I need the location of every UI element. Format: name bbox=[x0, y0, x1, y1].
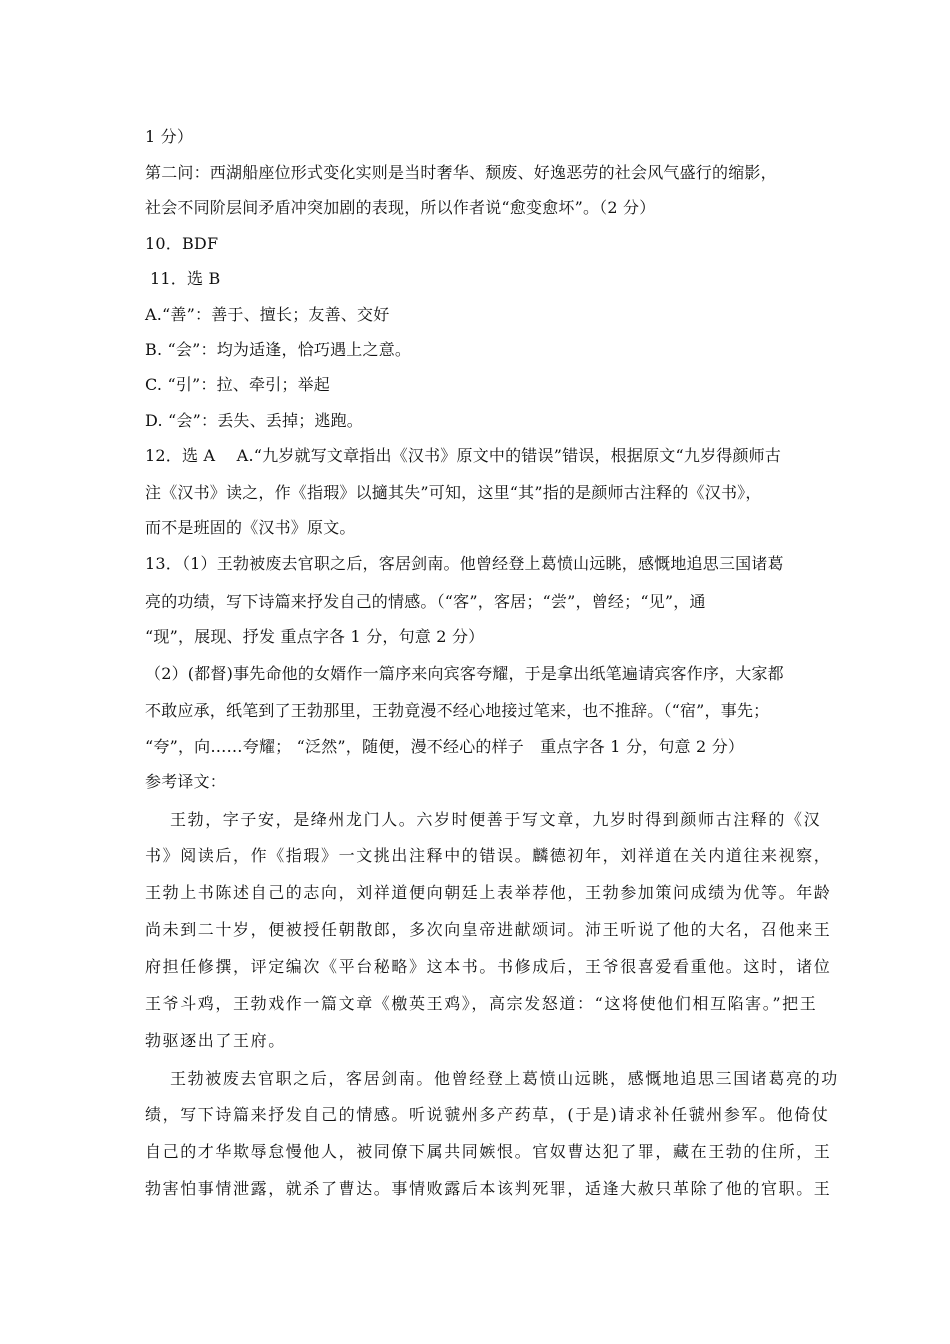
answer-line: “夸”，向……夸耀； “泛然”，随便，漫不经心的样子 重点字各 1 分，句意 2 分） bbox=[145, 737, 745, 756]
translation-line: 王勃上书陈述自己的志向，刘祥道便向朝廷上表举荐他，王勃参加策问成绩为优等。年龄 bbox=[145, 883, 832, 902]
translation-line: 自己的才华欺辱怠慢他人，被同僚下属共同嫉恨。官奴曹达犯了罪，藏在王勃的住所，王 bbox=[145, 1142, 832, 1161]
answer-13: 13．（1）王勃被废去官职之后，客居剑南。他曾经登上葛愤山远眺，感慨地追思三国诸葛 bbox=[145, 554, 784, 573]
answer-line: （2）(都督)事先命他的女婿作一篇序来向宾客夸耀，于是拿出纸笔遍请宾客作序，大家都 bbox=[145, 664, 784, 683]
answer-12: 12．选 A A.“九岁就写文章指出《汉书》原文中的错误”错误，根据原文“九岁得颜师古 bbox=[145, 446, 782, 465]
translation-line: 勃害怕事情泄露，就杀了曹达。事情败露后本该判死罪，适逢大赦只革除了他的官职。王 bbox=[145, 1179, 832, 1198]
option-d: D. “会”：丢失、丢掉；逃跑。 bbox=[145, 411, 363, 430]
answer-line: 而不是班固的《汉书》原文。 bbox=[145, 518, 356, 537]
answer-10: 10．BDF bbox=[145, 234, 219, 253]
answer-line: 社会不同阶层间矛盾冲突加剧的表现，所以作者说“愈变愈坏”。（2 分） bbox=[145, 198, 656, 217]
answer-line: 亮的功绩，写下诗篇来抒发自己的情感。（“客”，客居；“尝”，曾经；“见”，通 bbox=[145, 592, 706, 611]
translation-line: 王勃被废去官职之后，客居剑南。他曾经登上葛愤山远眺，感慨地追思三国诸葛亮的功 bbox=[170, 1069, 839, 1088]
translation-heading: 参考译文： bbox=[145, 772, 227, 791]
translation-line: 书》阅读后，作《指瑕》一文挑出注释中的错误。麟德初年，刘祥道在关内道往来视察， bbox=[145, 846, 832, 865]
translation-line: 王勃，字子安，是绛州龙门人。六岁时便善于写文章，九岁时得到颜师古注释的《汉 bbox=[170, 810, 822, 829]
answer-line: 1 分） bbox=[145, 127, 194, 146]
translation-line: 绩，写下诗篇来抒发自己的情感。听说虢州多产药草，(于是)请求补任虢州参军。他倚仗 bbox=[145, 1105, 830, 1124]
translation-line: 王爷斗鸡，王勃戏作一篇文章《檄英王鸡》，高宗发怒道：“这将使他们相互陷害。”把王 bbox=[145, 994, 818, 1013]
translation-line: 尚未到二十岁，便被授任朝散郎，多次向皇帝进献颂词。沛王听说了他的大名，召他来王 bbox=[145, 920, 832, 939]
answer-line: “现”，展现、抒发 重点字各 1 分，句意 2 分） bbox=[145, 627, 485, 646]
option-c: C. “引”：拉、牵引；举起 bbox=[145, 375, 331, 394]
translation-line: 府担任修撰，评定编次《平台秘略》这本书。书修成后，王爷很喜爱看重他。这时，诸位 bbox=[145, 957, 832, 976]
translation-line: 勃驱逐出了王府。 bbox=[145, 1031, 286, 1050]
answer-line: 第二问：西湖船座位形式变化实则是当时奢华、颓废、好逸恶劳的社会风气盛行的缩影， bbox=[145, 163, 777, 182]
answer-line: 不敢应承，纸笔到了王勃那里，王勃竟漫不经心地接过笔来，也不推辞。（“宿”，事先； bbox=[145, 701, 770, 720]
option-b: B. “会”：均为适逢，恰巧遇上之意。 bbox=[145, 340, 412, 359]
answer-11: 11．选 B bbox=[150, 269, 221, 288]
option-a: A.“善”：善于、擅长；友善、交好 bbox=[145, 305, 390, 324]
answer-line: 注《汉书》读之，作《指瑕》以擿其失”可知，这里“其”指的是颜师古注释的《汉书》， bbox=[145, 483, 762, 502]
